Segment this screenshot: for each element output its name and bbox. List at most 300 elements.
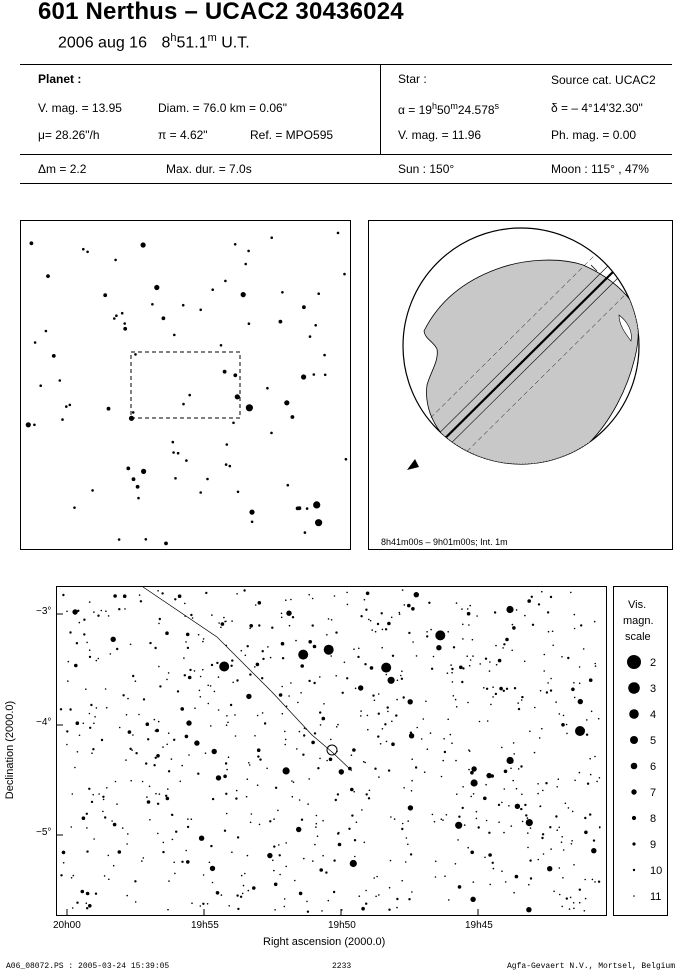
field-star	[141, 469, 146, 474]
chart-star	[411, 790, 413, 792]
chart-star	[162, 851, 164, 853]
footer-page: 2233	[332, 962, 352, 971]
chart-star	[231, 659, 233, 661]
chart-star	[488, 832, 490, 834]
chart-star	[224, 830, 226, 832]
chart-star	[316, 815, 318, 817]
field-star	[114, 259, 117, 262]
chart-star	[90, 704, 92, 706]
event-date: 2006 aug 16	[58, 34, 147, 52]
chart-star	[262, 712, 264, 714]
chart-star	[236, 593, 238, 595]
chart-star	[503, 690, 505, 692]
chart-star	[218, 676, 220, 678]
chart-star	[322, 820, 324, 822]
field-star	[182, 304, 185, 307]
chart-star	[167, 788, 169, 790]
chart-star	[74, 664, 78, 668]
chart-star	[387, 706, 389, 708]
chart-star	[566, 724, 568, 726]
chart-star	[584, 910, 586, 912]
chart-star	[408, 898, 410, 900]
chart-star	[524, 615, 526, 617]
chart-star	[527, 817, 529, 819]
field-star	[172, 451, 175, 454]
chart-star	[86, 813, 88, 815]
chart-star	[399, 612, 401, 614]
chart-star	[524, 661, 526, 663]
max-duration: Max. dur. = 7.0s	[166, 162, 252, 176]
chart-star	[598, 718, 600, 720]
chart-star	[249, 764, 251, 766]
chart-star	[191, 818, 193, 820]
chart-star	[346, 592, 348, 594]
field-star	[306, 507, 309, 510]
chart-star	[214, 691, 216, 693]
chart-star	[191, 902, 193, 904]
chart-star	[293, 781, 295, 783]
chart-star	[303, 734, 305, 736]
chart-star	[566, 897, 568, 899]
chart-star	[147, 738, 149, 740]
star-vmag: V. mag. = 11.96	[398, 128, 482, 142]
chart-star	[210, 845, 212, 847]
chart-star	[326, 634, 328, 636]
chart-star	[168, 880, 170, 882]
field-star	[154, 285, 159, 290]
chart-star	[450, 664, 452, 666]
chart-star	[430, 732, 432, 734]
chart-star	[130, 644, 132, 646]
field-star	[115, 314, 118, 317]
chart-star	[426, 635, 428, 637]
chart-star	[550, 678, 552, 680]
chart-star	[339, 769, 344, 774]
chart-star	[400, 675, 402, 677]
chart-star	[486, 773, 491, 778]
chart-star	[62, 594, 64, 596]
chart-star	[322, 717, 326, 721]
star-right-ascension	[398, 101, 499, 117]
chart-star	[83, 633, 85, 635]
chart-star	[205, 752, 207, 754]
chart-star	[241, 650, 243, 652]
chart-star	[411, 607, 415, 611]
chart-star	[186, 720, 191, 725]
chart-star	[245, 655, 247, 657]
chart-star	[401, 880, 403, 882]
chart-star	[330, 739, 332, 741]
chart-star	[198, 634, 200, 636]
chart-star	[247, 778, 249, 780]
chart-star	[228, 905, 230, 907]
chart-star	[467, 608, 469, 610]
chart-star	[281, 642, 285, 646]
chart-star	[328, 900, 330, 902]
chart-star	[550, 596, 552, 598]
chart-star	[561, 841, 563, 843]
chart-star	[468, 749, 470, 751]
chart-star	[435, 876, 437, 878]
chart-star	[594, 881, 596, 883]
chart-star	[92, 748, 94, 750]
chart-star	[328, 618, 330, 620]
chart-star	[338, 832, 340, 834]
chart-star	[291, 780, 293, 782]
chart-star	[227, 722, 229, 724]
chart-star	[314, 732, 316, 734]
chart-star	[375, 896, 377, 898]
chart-star	[503, 643, 505, 645]
chart-star	[574, 697, 576, 699]
chart-star	[532, 624, 534, 626]
chart-star	[410, 853, 412, 855]
chart-star	[197, 773, 199, 775]
field-star	[65, 405, 68, 408]
chart-star	[272, 860, 274, 862]
chart-star	[483, 797, 487, 801]
chart-star	[157, 590, 159, 592]
chart-star	[377, 623, 379, 625]
field-star	[301, 374, 306, 379]
chart-star	[199, 836, 204, 841]
field-star	[211, 288, 214, 291]
chart-star	[587, 783, 589, 785]
chart-star	[541, 591, 543, 593]
chart-star	[202, 641, 204, 643]
chart-star	[484, 857, 486, 859]
chart-star	[334, 595, 336, 597]
chart-star	[395, 714, 397, 716]
chart-star	[91, 752, 93, 754]
chart-star	[529, 859, 531, 861]
chart-star	[79, 622, 81, 624]
chart-star	[234, 714, 236, 716]
sun-elongation: Sun : 150°	[398, 162, 455, 176]
field-star	[223, 370, 227, 374]
chart-star	[525, 814, 527, 816]
chart-star	[378, 693, 380, 695]
chart-star	[290, 682, 292, 684]
chart-star	[453, 646, 455, 648]
chart-star	[104, 875, 106, 877]
chart-star	[473, 881, 475, 883]
chart-star	[129, 748, 131, 750]
chart-star	[514, 687, 516, 689]
chart-star	[513, 753, 515, 755]
ra-m-unit: m	[450, 101, 458, 111]
chart-star	[281, 613, 283, 615]
chart-star	[74, 767, 76, 769]
chart-star	[288, 695, 290, 697]
chart-star	[559, 867, 561, 869]
xtick-19h50: 19h50	[328, 920, 356, 931]
chart-star	[281, 617, 283, 619]
chart-star	[256, 663, 260, 667]
chart-star	[360, 710, 362, 712]
chart-star	[378, 713, 380, 715]
chart-star	[132, 675, 134, 677]
chart-star	[76, 721, 80, 725]
chart-star	[85, 688, 87, 690]
chart-star	[284, 898, 286, 900]
chart-star	[249, 624, 253, 628]
chart-star	[102, 811, 104, 813]
chart-star	[363, 761, 365, 763]
hour-unit: h	[170, 32, 177, 44]
chart-star	[447, 672, 449, 674]
field-star	[248, 322, 251, 325]
chart-star	[553, 891, 555, 893]
chart-star	[118, 850, 122, 854]
chart-star	[218, 709, 220, 711]
chart-star	[443, 738, 445, 740]
chart-star	[589, 813, 591, 815]
chart-star	[470, 851, 474, 855]
chart-star	[221, 622, 225, 626]
field-star	[232, 422, 235, 425]
chart-star	[116, 648, 118, 650]
chart-star	[527, 847, 529, 849]
chart-star	[476, 818, 478, 820]
chart-star	[537, 793, 539, 795]
chart-star	[548, 631, 550, 633]
chart-star	[181, 861, 183, 863]
chart-star	[373, 877, 375, 879]
field-star	[233, 373, 237, 377]
chart-star	[126, 895, 128, 897]
chart-star	[173, 862, 175, 864]
chart-star	[317, 767, 319, 769]
chart-star	[518, 768, 520, 770]
scale-label-mag-8: 8	[650, 813, 657, 825]
chart-star	[184, 674, 186, 676]
chart-star	[558, 827, 560, 829]
field-star	[266, 387, 269, 390]
chart-star	[246, 796, 248, 798]
chart-star	[574, 780, 576, 782]
chart-star	[506, 606, 513, 613]
chart-star	[257, 715, 259, 717]
chart-star	[396, 907, 398, 909]
chart-star	[456, 793, 458, 795]
chart-star	[273, 870, 275, 872]
chart-star	[226, 769, 228, 771]
chart-star	[406, 837, 408, 839]
chart-star	[88, 788, 90, 790]
chart-star	[401, 670, 403, 672]
field-star	[304, 531, 307, 534]
chart-star	[312, 598, 314, 600]
chart-star	[511, 650, 513, 652]
field-star	[162, 316, 166, 320]
chart-star	[211, 664, 213, 666]
chart-star	[556, 786, 558, 788]
chart-star	[189, 669, 191, 671]
chart-star	[322, 855, 324, 857]
chart-star	[405, 861, 407, 863]
chart-star	[504, 770, 508, 774]
chart-star	[353, 791, 355, 793]
chart-star	[530, 877, 532, 879]
scale-title-magn: magn.	[623, 615, 654, 627]
chart-star	[153, 764, 155, 766]
chart-star	[249, 628, 251, 630]
chart-star	[540, 690, 542, 692]
chart-star	[241, 875, 243, 877]
chart-star	[301, 819, 303, 821]
field-star	[249, 510, 254, 515]
chart-star	[155, 757, 157, 759]
field-star	[270, 432, 273, 435]
chart-star	[347, 604, 349, 606]
chart-star	[441, 818, 443, 820]
scale-dot-mag-10	[633, 869, 635, 871]
chart-star	[159, 685, 161, 687]
chart-star	[165, 631, 169, 635]
event-hour: 8	[161, 34, 171, 52]
chart-star	[431, 668, 433, 670]
chart-star	[392, 655, 394, 657]
field-star	[323, 354, 326, 357]
chart-star	[289, 625, 291, 627]
chart-star	[113, 823, 117, 827]
chart-star	[515, 875, 519, 879]
chart-star	[147, 800, 151, 804]
chart-star	[96, 660, 98, 662]
chart-star	[427, 748, 429, 750]
chart-star	[520, 765, 522, 767]
chart-star	[359, 895, 361, 897]
chart-star	[161, 592, 163, 594]
chart-star	[337, 724, 339, 726]
chart-star	[367, 729, 369, 731]
chart-star	[559, 713, 561, 715]
chart-star	[242, 893, 244, 895]
chart-star	[83, 723, 85, 725]
chart-star	[391, 617, 393, 619]
chart-star	[591, 848, 596, 853]
chart-star	[252, 886, 256, 890]
chart-star	[498, 659, 502, 663]
chart-star	[60, 874, 62, 876]
chart-star	[366, 793, 368, 795]
chart-star	[181, 765, 183, 767]
field-star	[182, 403, 185, 406]
chart-star	[414, 592, 419, 597]
chart-star	[302, 754, 304, 756]
chart-star	[451, 672, 453, 674]
chart-star	[365, 903, 367, 905]
field-star	[206, 478, 209, 481]
chart-star	[394, 818, 396, 820]
chart-star	[243, 885, 245, 887]
chart-star	[546, 691, 548, 693]
chart-star	[386, 741, 388, 743]
chart-star	[521, 794, 523, 796]
chart-star	[458, 885, 462, 889]
chart-star	[390, 816, 392, 818]
chart-star	[177, 690, 179, 692]
scale-title-vis: Vis.	[628, 599, 647, 611]
chart-star	[401, 678, 403, 680]
chart-star	[506, 688, 508, 690]
y-axis-label: Declination (2000.0)	[4, 700, 16, 800]
chart-star	[128, 730, 132, 734]
chart-star	[361, 907, 365, 911]
chart-star	[104, 816, 106, 818]
xtick-19h45: 19h45	[465, 920, 493, 931]
scale-dot-mag-4	[629, 709, 639, 719]
chart-star	[375, 631, 377, 633]
chart-star	[66, 730, 68, 732]
chart-star	[113, 865, 115, 867]
field-star	[46, 274, 50, 278]
chart-star	[251, 813, 253, 815]
chart-star	[235, 735, 237, 737]
ytick-minus-5: −5°	[36, 827, 52, 838]
chart-star	[364, 663, 366, 665]
chart-star	[415, 766, 417, 768]
chart-star	[88, 904, 92, 908]
chart-star	[568, 807, 570, 809]
chart-star	[236, 894, 238, 896]
detail-star-chart	[56, 586, 607, 916]
chart-star	[504, 788, 506, 790]
chart-star	[479, 663, 481, 665]
chart-star	[538, 603, 540, 605]
chart-star	[377, 735, 379, 737]
field-star	[164, 542, 168, 546]
chart-star	[586, 719, 588, 721]
chart-star	[516, 609, 518, 611]
chart-star	[111, 637, 116, 642]
chart-star	[352, 748, 356, 752]
field-star	[220, 344, 223, 347]
chart-star	[403, 787, 405, 789]
ra-s-unit: s	[494, 101, 500, 111]
chart-star	[141, 860, 143, 862]
chart-star	[565, 803, 567, 805]
chart-star	[512, 624, 514, 626]
field-star	[247, 250, 250, 253]
field-star	[69, 404, 72, 407]
chart-star	[303, 858, 305, 860]
chart-star	[451, 742, 453, 744]
field-star	[291, 415, 295, 419]
chart-star	[485, 658, 487, 660]
chart-star	[324, 645, 334, 655]
chart-star	[209, 862, 211, 864]
chart-star	[67, 680, 69, 682]
chart-star	[295, 640, 297, 642]
chart-star	[391, 742, 395, 746]
chart-star	[575, 726, 585, 736]
chart-star	[380, 743, 382, 745]
chart-star	[190, 614, 192, 616]
chart-star	[254, 735, 256, 737]
chart-star	[584, 879, 586, 881]
chart-star	[521, 699, 523, 701]
chart-star	[184, 603, 186, 605]
chart-star	[432, 814, 434, 816]
chart-star	[421, 738, 423, 740]
chart-star	[187, 818, 189, 820]
chart-star	[249, 673, 251, 675]
chart-star	[544, 654, 546, 656]
chart-star	[325, 871, 327, 873]
chart-star	[488, 853, 492, 857]
